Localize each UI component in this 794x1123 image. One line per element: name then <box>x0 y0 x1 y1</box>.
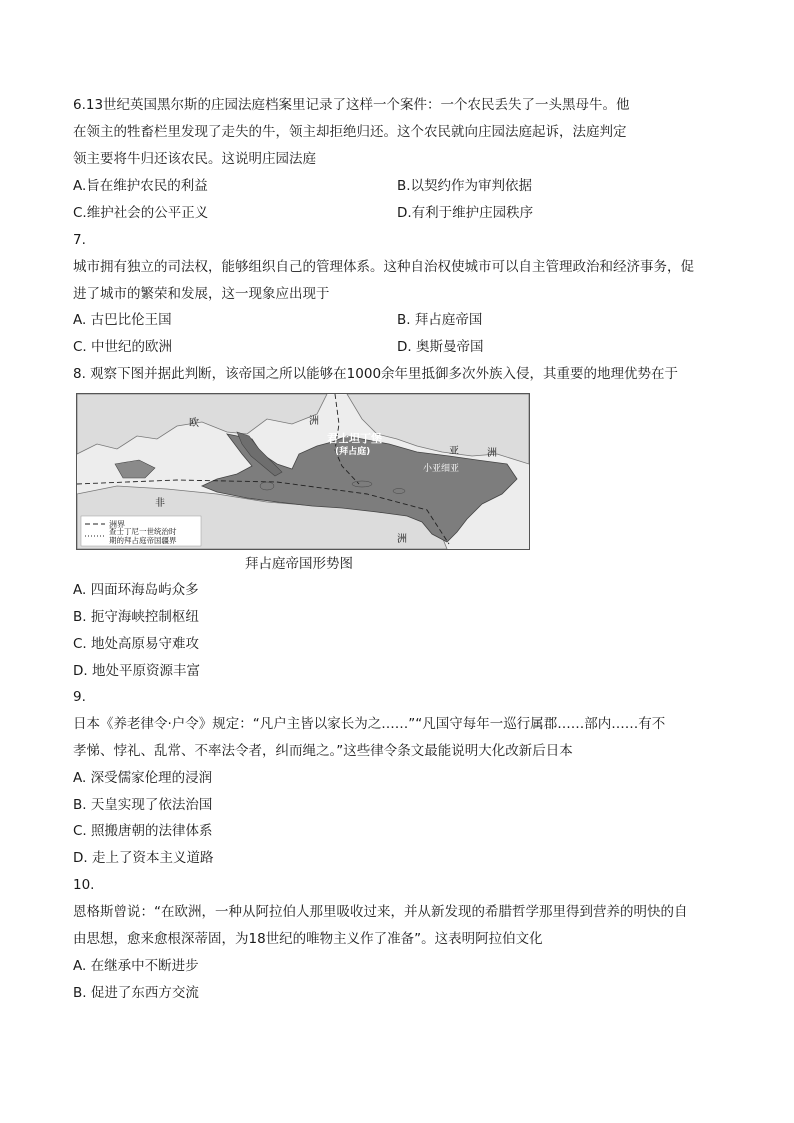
q6-option-c: C.维护社会的公平正义 <box>73 205 209 221</box>
q9-option-a: A. 深受儒家伦理的浸润 <box>73 770 213 786</box>
q9-number: 9. <box>73 689 86 705</box>
map-label-byzantium: (拜占庭) <box>335 447 371 457</box>
map-label-constantinople: 君士坦丁堡 <box>327 432 382 445</box>
q6-stem-line1: 6.13世纪英国黑尔斯的庄园法庭档案里记录了这样一个案件：一个农民丢失了一头黑母牛。他 <box>73 97 630 113</box>
byzantine-map <box>76 393 530 550</box>
q6-option-a: A.旨在维护农民的利益 <box>73 178 208 194</box>
q7-option-d: D. 奥斯曼帝国 <box>397 339 484 355</box>
q6-stem-line3: 领主要将牛归还该农民。这说明庄园法庭 <box>73 151 316 167</box>
q9-stem-line1: 日本《养老律令·户令》规定：“凡户主皆以家长为之……”“凡国守每年一巡行属郡……部内……有不 <box>73 716 666 732</box>
map-label-zhou-right: 洲 <box>487 448 497 459</box>
q10-option-b: B. 促进了东西方交流 <box>73 985 199 1001</box>
q10-stem-line1: 恩格斯曾说：“在欧洲，一种从阿拉伯人那里吸收过来，并从新发现的希腊哲学那里得到营养的明快的自 <box>73 904 688 920</box>
legend-empire-boundary-line2: 期的拜占庭帝国疆界 <box>109 536 177 545</box>
q8-option-d: D. 地处平原资源丰富 <box>73 663 200 679</box>
q9-option-c: C. 照搬唐朝的法律体系 <box>73 823 213 839</box>
q8-option-b: B. 扼守海峡控制枢纽 <box>73 609 199 625</box>
q7-stem-line1: 城市拥有独立的司法权，能够组织自己的管理体系。这种自治权使城市可以自主管理政治和经济事务，促 <box>73 259 694 275</box>
q9-option-b: B. 天皇实现了依法治国 <box>73 797 213 813</box>
q7-number: 7. <box>73 232 86 248</box>
q7-stem-line2: 进了城市的繁荣和发展，这一现象应出现于 <box>73 286 330 302</box>
map-label-fei: 非 <box>155 498 165 509</box>
q9-stem-line2: 孝悌、悖礼、乱常、不率法令者，纠而绳之。”这些律令条文最能说明大化改新后日本 <box>73 743 573 759</box>
map-label-ya: 亚 <box>449 446 459 457</box>
q6-stem-line2: 在领主的牲畜栏里发现了走失的牛，领主却拒绝归还。这个农民就向庄园法庭起诉，法庭判定 <box>73 124 627 140</box>
q7-option-b: B. 拜占庭帝国 <box>397 312 483 328</box>
map-label-zhou-bottom: 洲 <box>397 534 407 545</box>
map-label-zhou-top: 洲 <box>309 416 319 427</box>
q10-stem-line2: 由思想，愈来愈根深蒂固，为18世纪的唯物主义作了准备”。这表明阿拉伯文化 <box>73 931 543 947</box>
map-label-asia-minor: 小亚细亚 <box>423 464 460 474</box>
q10-number: 10. <box>73 877 95 893</box>
q6-option-d: D.有利于维护庄园秩序 <box>397 205 534 221</box>
q9-option-d: D. 走上了资本主义道路 <box>73 850 214 866</box>
legend-empire-boundary-line1: 查士丁尼一世统治时 <box>109 527 177 536</box>
q8-option-c: C. 地处高原易守难攻 <box>73 636 200 652</box>
q6-option-b: B.以契约作为审判依据 <box>397 178 533 194</box>
map-caption: 拜占庭帝国形势图 <box>245 556 353 572</box>
legend-continent-boundary: 洲界 <box>109 520 125 529</box>
q8-option-a: A. 四面环海岛屿众多 <box>73 582 199 598</box>
q7-option-c: C. 中世纪的欧洲 <box>73 339 173 355</box>
q8-stem-line1: 8. 观察下图并据此判断，该帝国之所以能够在1000余年里抵御多次外族入侵，其重要的地理优势在于 <box>73 366 679 382</box>
q7-option-a: A. 古巴比伦王国 <box>73 312 172 328</box>
map-label-ou: 欧 <box>189 418 199 429</box>
q10-option-a: A. 在继承中不断进步 <box>73 958 199 974</box>
